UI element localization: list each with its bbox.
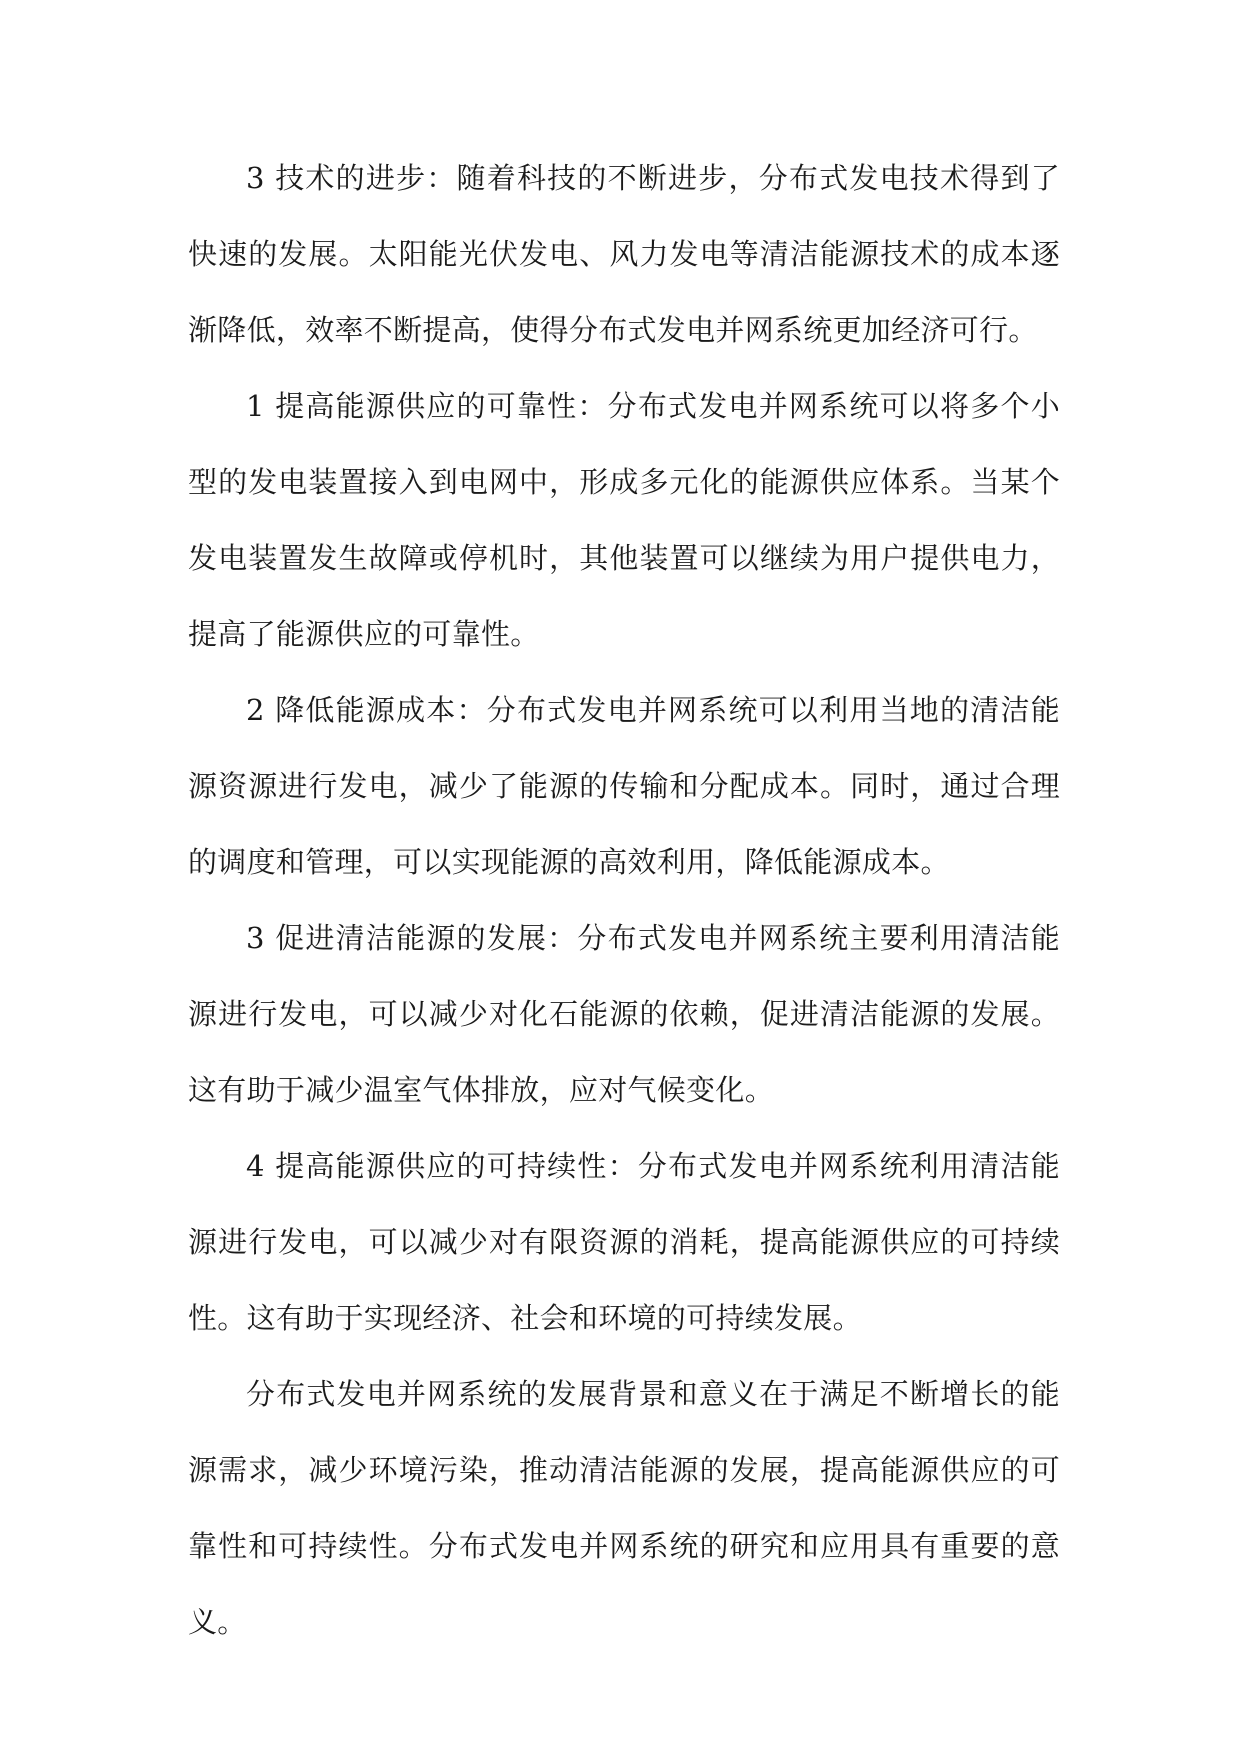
- paragraph-technology-progress: 3 技术的进步：随着科技的不断进步，分布式发电技术得到了快速的发展。太阳能光伏发电、风力发电等清洁能源技术的成本逐渐降低，效率不断提高，使得分布式发电并网系统更加经济可行。: [188, 161, 1060, 347]
- paragraph-conclusion: 分布式发电并网系统的发展背景和意义在于满足不断增长的能源需求，减少环境污染，推动清洁能源的发展，提高能源供应的可靠性和可持续性。分布式发电并网系统的研究和应用具有重要的意义。: [188, 1377, 1060, 1639]
- paragraph-clean-energy: 3 促进清洁能源的发展：分布式发电并网系统主要利用清洁能源进行发电，可以减少对化石能源的依赖，促进清洁能源的发展。这有助于减少温室气体排放，应对气候变化。: [188, 921, 1060, 1107]
- paragraph-reliability: 1 提高能源供应的可靠性：分布式发电并网系统可以将多个小型的发电装置接入到电网中，形成多元化的能源供应体系。当某个发电装置发生故障或停机时，其他装置可以继续为用户提供电力，提高了能源供应的可靠性。: [188, 389, 1060, 651]
- paragraph-sustainability: 4 提高能源供应的可持续性：分布式发电并网系统利用清洁能源进行发电，可以减少对有限资源的消耗，提高能源供应的可持续性。这有助于实现经济、社会和环境的可持续发展。: [188, 1149, 1060, 1335]
- paragraph-cost-reduction: 2 降低能源成本：分布式发电并网系统可以利用当地的清洁能源资源进行发电，减少了能源的传输和分配成本。同时，通过合理的调度和管理，可以实现能源的高效利用，降低能源成本。: [188, 693, 1060, 879]
- document-body: [188, 140, 1060, 1660]
